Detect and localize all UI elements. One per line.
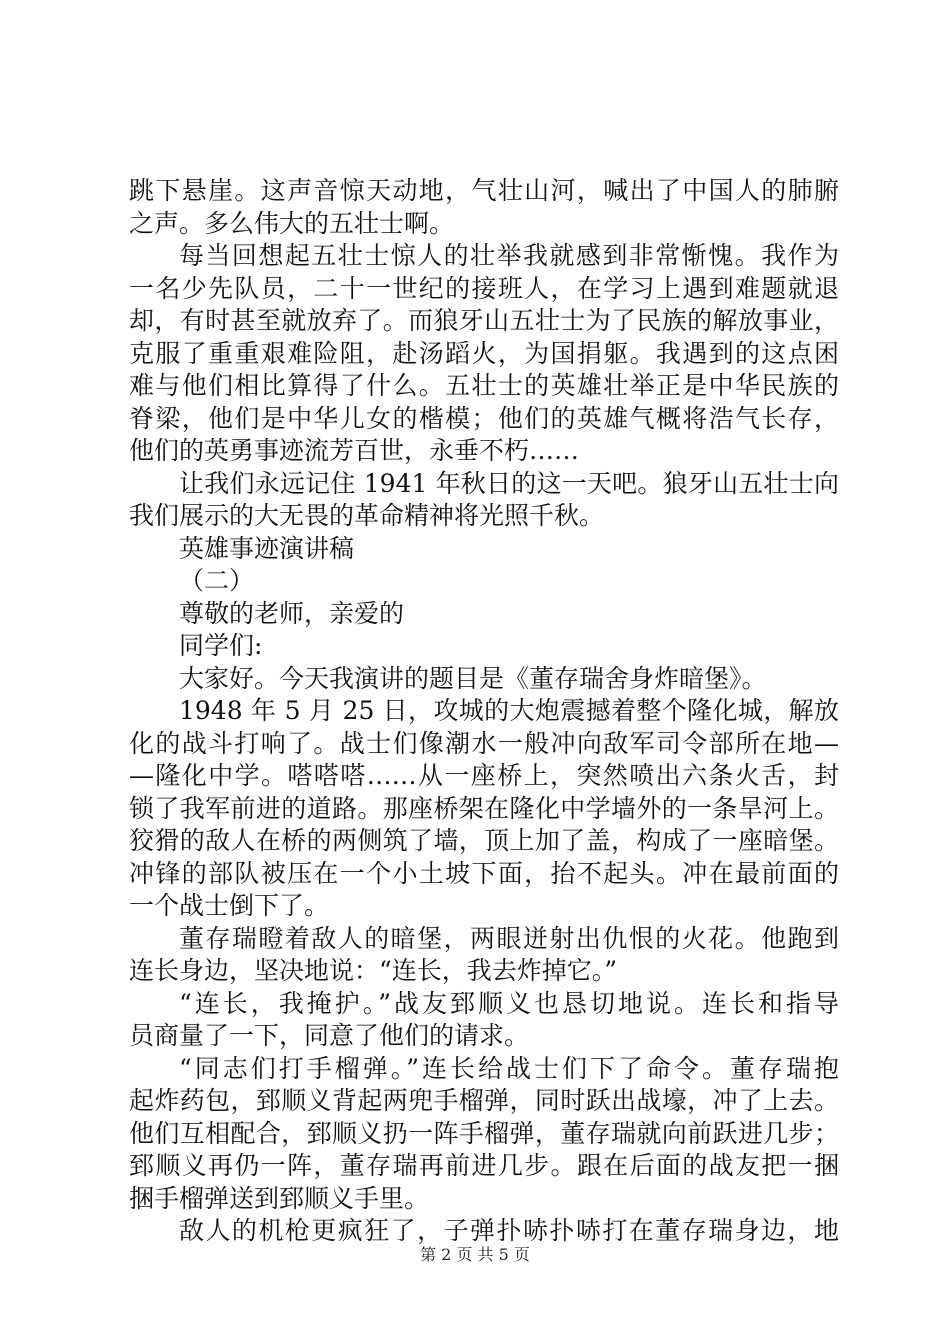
- text-line: 跳下悬崖。这声音惊天动地，气壮山河，喊出了中国人的肺腑: [129, 176, 839, 205]
- text-line: 大家好。今天我演讲的题目是《董存瑞舍身炸暗堡》。: [179, 663, 767, 693]
- document-body: [129, 175, 839, 1248]
- text-line: 让我们永远记住 1941 年秋日的这一天吧。狼牙山五壮士向: [179, 468, 839, 498]
- text-line: （二）: [179, 566, 255, 595]
- text-line: 脊梁，他们是中华儿女的楷模；他们的英雄气概将浩气长存，: [129, 403, 839, 433]
- text-line: 董存瑞瞪着敌人的暗堡，两眼迸射出仇恨的火花。他跑到: [179, 923, 839, 953]
- text-line: 起炸药包，郅顺义背起两兜手榴弹，同时跃出战壕，冲了上去。: [129, 1086, 839, 1115]
- text-line: 尊敬的老师，亲爱的: [179, 598, 405, 628]
- text-line: “同志们打手榴弹。”连长给战士们下了命令。董存瑞抱: [179, 1053, 839, 1083]
- text-line: 1948 年 5 月 25 日，攻城的大炮震撼着整个隆化城，解放: [179, 696, 839, 725]
- page-footer: 第 2 页 共 5 页: [420, 1245, 530, 1264]
- text-line: 难与他们相比算得了什么。五壮士的英雄壮举正是中华民族的: [129, 371, 839, 400]
- text-line: —隆化中学。嗒嗒嗒……从一座桥上，突然喷出六条火舌，封: [129, 761, 839, 790]
- text-line: 我们展示的大无畏的革命精神将光照千秋。: [129, 501, 605, 530]
- text-line: 郅顺义再仍一阵，董存瑞再前进几步。跟在后面的战友把一捆: [129, 1151, 839, 1180]
- text-line: 狡猾的敌人在桥的两侧筑了墙，顶上加了盖，构成了一座暗堡。: [129, 826, 839, 855]
- text-line: 冲锋的部队被压在一个小土坡下面，抬不起头。冲在最前面的: [129, 858, 839, 888]
- text-line: 连长身边，坚决地说：“连长，我去炸掉它。”: [129, 956, 618, 985]
- text-line: 却，有时甚至就放弃了。而狼牙山五壮士为了民族的解放事业，: [129, 306, 839, 335]
- text-line: 员商量了一下，同意了他们的请求。: [129, 1021, 530, 1050]
- text-line: 他们的英勇事迹流芳百世，永垂不朽……: [129, 436, 580, 465]
- text-line: 一个战士倒下了。: [129, 891, 330, 920]
- text-line: 克服了重重艰难险阻，赴汤蹈火，为国捐躯。我遇到的这点困: [129, 338, 839, 368]
- text-line: 他们互相配合，郅顺义扔一阵手榴弹，董存瑞就向前跃进几步；: [129, 1118, 839, 1148]
- text-line: 每当回想起五壮士惊人的壮举我就感到非常惭愧。我作为: [179, 241, 839, 270]
- text-line: 捆手榴弹送到郅顺义手里。: [129, 1183, 430, 1213]
- text-line: 英雄事迹演讲稿: [179, 533, 355, 563]
- text-line: 之声。多么伟大的五壮士啊。: [129, 208, 455, 238]
- text-line: 一名少先队员，二十一世纪的接班人，在学习上遇到难题就退: [129, 273, 839, 303]
- text-line: 化的战斗打响了。战士们像潮水一般冲向敌军司令部所在地—: [129, 728, 839, 758]
- text-line: 同学们:: [179, 631, 263, 660]
- text-line: 锁了我军前进的道路。那座桥架在隆化中学墙外的一条旱河上。: [129, 793, 839, 823]
- text-line: 敌人的机枪更疯狂了，子弹扑哧扑哧打在董存瑞身边，地: [179, 1216, 839, 1245]
- text-line: “连长，我掩护。”战友郅顺义也恳切地说。连长和指导: [179, 988, 839, 1018]
